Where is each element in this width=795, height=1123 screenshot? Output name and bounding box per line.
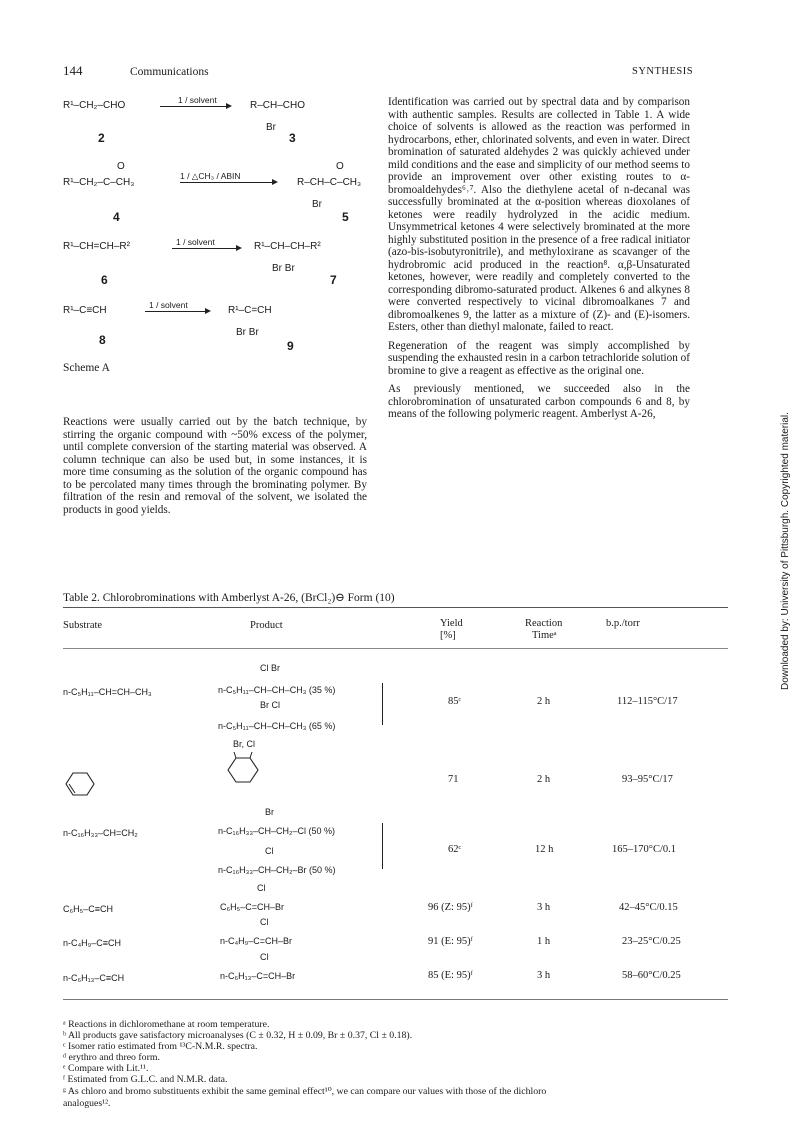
paragraph: Identification was carried out by spectral data and by comparison with authentic samples. Results are collected in Table 1. A wide choice of solvents is allowed as the reaction was performed in hydrocarbons, ether, chlorinated solvents, and even in water. Direct bromination of saturated aldehydes 2 was quickly achieved under mild conditions and the ease and simplicity of our method seems to provide an improvement over other existing routes to α-bromoaldehydes⁶˒⁷. Also the diethylene acetal of n-decanal was successfully brominated at the α-position whereas dioxolanes of ketones were readily hydrolyzed in the acidic medium. Unsymmetrical ketones 4 were selectively brominated at the more highly substituted position in the presence of a free radical initiator (azo-bis-isobutyronitrile), and methyloxirane as scavanger of the hydrobromic acid produced in the reaction⁸. α,β-Unsaturated ketones, however, were readily and completely converted to the corresponding dibromo-saturated product. Alkenes 6 and alkynes 8 were converted respectively to vicinal dibromoalkanes 7 and dibromoalkenes 9, the latter as a mixture of (Z)- and (E)-isomers. Esters, other than diethyl malonate, failed to react.: [388, 96, 690, 333]
product-cell: n-C₅H₁₁–CH–CH–CH₃ (65 %): [218, 721, 336, 731]
reactant-4: R¹–CH₂–C–CH₃: [63, 177, 135, 188]
compound-number-4: 4: [113, 210, 120, 224]
time-cell: 12 h: [535, 844, 554, 855]
header-substrate: Substrate: [63, 620, 103, 631]
product-substituents: Br Cl: [260, 700, 280, 710]
time-cell: 2 h: [537, 696, 551, 707]
footnote: ᶠ Estimated from G.L.C. and N.M.R. data.: [63, 1074, 228, 1085]
compound-number-3: 3: [289, 131, 296, 145]
reactant-8: R¹–C≡CH: [63, 305, 107, 316]
footnote: analogues¹².: [63, 1098, 111, 1109]
header-yield-unit: [%]: [440, 630, 456, 641]
product-cell: n-C₄H₉–C=CH–Br: [220, 936, 293, 946]
reactant-4-o: O: [117, 161, 125, 172]
product-substituents: Cl: [257, 883, 266, 893]
header-product: Product: [250, 620, 283, 631]
bp-cell: 112–115°C/17: [617, 696, 678, 707]
compound-number-7: 7: [330, 273, 337, 287]
table-top-rule: [63, 607, 728, 608]
cyclohexene-structure-icon: [65, 771, 95, 797]
substrate-cell: n-C₆H₁₃–C≡CH: [63, 973, 125, 983]
time-cell: 2 h: [537, 774, 551, 785]
product-3-br: Br: [266, 122, 276, 133]
bp-cell: 42–45°C/0.15: [619, 902, 678, 913]
compound-number-6: 6: [101, 273, 108, 287]
time-cell: 1 h: [537, 936, 551, 947]
product-cell: n-C₅H₁₁–CH–CH–CH₃ (35 %): [218, 685, 336, 695]
product-substituents: Br: [265, 807, 274, 817]
product-5-br: Br: [312, 199, 322, 210]
reactant-2: R¹–CH₂–CHO: [63, 100, 126, 111]
yield-cell: 91 (E: 95)ᶠ: [428, 936, 473, 947]
brace: [382, 683, 389, 725]
time-cell: 3 h: [537, 902, 551, 913]
reactant-6: R¹–CH=CH–R²: [63, 241, 130, 252]
footnote: ᵍ As chloro and bromo substituents exhibit the same geminal effect¹⁰, we can compare our values with those of the dichloro: [63, 1086, 547, 1097]
chlorobromocyclohexane-structure-icon: [226, 752, 262, 788]
bp-cell: 58–60°C/0.25: [622, 970, 681, 981]
product-3: R–CH–CHO: [250, 100, 306, 111]
footnote: ᵉ Compare with Lit.¹¹.: [63, 1063, 149, 1074]
header-time-unit: Timeᵃ: [532, 630, 557, 641]
product-cell: n-C₁₆H₃₃–CH–CH₂–Cl (50 %): [218, 826, 336, 836]
right-column-text: [388, 96, 690, 427]
product-5: R–CH–C–CH₃: [297, 177, 362, 188]
product-cell: n-C₆H₁₃–C=CH–Br: [220, 971, 296, 981]
scheme-caption: Scheme A: [63, 362, 110, 374]
download-watermark: Downloaded by: University of Pittsburgh. Copyrighted material.: [780, 412, 791, 690]
product-7-br: Br Br: [272, 263, 295, 274]
product-substituents: Cl: [265, 846, 274, 856]
journal-name: SYNTHESIS: [632, 66, 694, 77]
substrate-cell: n-C₁₆H₃₃–CH=CH₂: [63, 828, 138, 838]
product-cell: n-C₁₆H₃₃–CH–CH₂–Br (50 %): [218, 865, 336, 875]
time-cell: 3 h: [537, 970, 551, 981]
compound-number-5: 5: [342, 210, 349, 224]
yield-cell: 71: [448, 774, 459, 785]
compound-number-2: 2: [98, 131, 105, 145]
substrate-cell: n-C₄H₉–C≡CH: [63, 938, 121, 948]
table-header-rule: [63, 648, 728, 649]
yield-cell: 85 (E: 95)ᶠ: [428, 970, 473, 981]
product-5-o: O: [336, 161, 344, 172]
compound-number-8: 8: [99, 333, 106, 347]
bp-cell: 23–25°C/0.25: [622, 936, 681, 947]
header-time: Reaction: [525, 618, 563, 629]
footnote: ᶜ Isomer ratio estimated from ¹³C-N.M.R. spectra.: [63, 1041, 258, 1052]
product-substituents: Cl Br: [260, 663, 280, 673]
paragraph: Regeneration of the reagent was simply accomplished by suspending the exhausted resin in a carbon tetrachloride solution of bromine to give a reagent as effective as the original one.: [388, 339, 690, 377]
product-substituents: Br, Cl: [233, 739, 256, 749]
product-9-br: Br Br: [236, 327, 259, 338]
yield-cell: 96 (Z: 95)ᶠ: [428, 902, 473, 913]
substrate-cell: C₆H₅–C≡CH: [63, 904, 114, 914]
header-yield: Yield: [440, 618, 463, 629]
footnote: ᵇ All products gave satisfactory microanalyses (C ± 0.32, H ± 0.09, Br ± 0.37, Cl ± 0.18).: [63, 1030, 413, 1041]
footnote: ᵈ erythro and threo form.: [63, 1052, 160, 1063]
yield-cell: 62ᶜ: [448, 844, 462, 855]
yield-cell: 85ᶜ: [448, 696, 462, 707]
table-title: Table 2. Chlorobrominations with Amberlyst A-26, (BrCl₂)⊖ Form (10): [63, 592, 395, 604]
paragraph: As previously mentioned, we succeeded also in the chlorobromination of unsaturated carbon compounds 6 and 8, by means of the following polymeric reagent. Amberlyst A-26,: [388, 383, 690, 420]
bp-cell: 165–170°C/0.1: [612, 844, 676, 855]
product-cell: C₆H₅–C=CH–Br: [220, 902, 285, 912]
header-bp: b.p./torr: [606, 618, 640, 629]
table-bottom-rule: [63, 999, 728, 1000]
compound-number-9: 9: [287, 339, 294, 353]
brace: [382, 823, 389, 869]
paragraph: Reactions were usually carried out by the batch technique, by stirring the organic compound with ~50% excess of the polymer, until complete conversion of the starting material was observed. A column technique can also be used but, in some instances, it is more time consuming as the solution of the organic compound has to be percolated many times through the brominating polymer. By filtration of the resin and removal of the solvent, we isolated the products in good yields.: [63, 416, 367, 516]
bp-cell: 93–95°C/17: [622, 774, 673, 785]
page-number: 144: [63, 63, 83, 78]
footnote: ᵃ Reactions in dichloromethane at room temperature.: [63, 1019, 270, 1030]
product-7: R¹–CH–CH–R²: [254, 241, 321, 252]
section-title: Communications: [130, 66, 209, 78]
product-9: R¹–C=CH: [228, 305, 272, 316]
product-substituents: Cl: [260, 952, 269, 962]
substrate-cell: n-C₅H₁₁–CH=CH–CH₃: [63, 687, 152, 697]
product-substituents: Cl: [260, 917, 269, 927]
left-column-text: [63, 416, 367, 522]
